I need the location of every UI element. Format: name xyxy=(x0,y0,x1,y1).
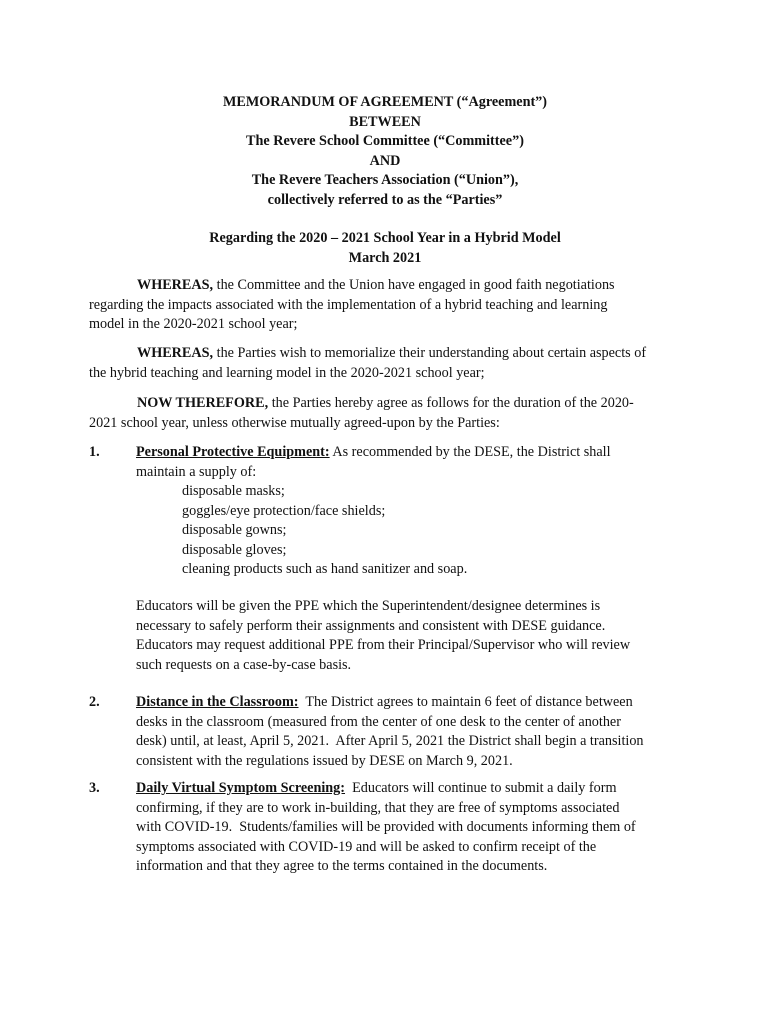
item-2-line2: desks in the classroom (measured from the center of one desk to the center of another xyxy=(136,713,621,730)
list-item: disposable gloves; xyxy=(182,541,287,558)
item-1-p2-line1: Educators will be given the PPE which the Superintendent/designee determines is xyxy=(136,598,601,614)
item-3-title: Daily Virtual Symptom Screening: xyxy=(136,780,346,796)
whereas1-line1: the Committee and the Union have engaged in good faith negotiations xyxy=(213,277,615,293)
whereas-lead: WHEREAS, xyxy=(137,345,214,361)
whereas2-line2: the hybrid teaching and learning model in the 2020-2021 school year; xyxy=(89,364,485,381)
whereas-clause-1 xyxy=(89,276,685,335)
item-1-line2: maintain a supply of: xyxy=(136,463,257,480)
item-3-body xyxy=(136,779,688,877)
title-line-memorandum: MEMORANDUM OF AGREEMENT (“Agreement”) xyxy=(222,94,548,110)
item-3-line4: symptoms associated with COVID-19 and will be asked to confirm receipt of the xyxy=(136,838,597,855)
item-number-1: 1. xyxy=(89,444,100,460)
item-1-p2-line3: Educators may request additional PPE from their Principal/Supervisor who will review xyxy=(136,637,631,653)
item-3-line1: Educators will continue to submit a daily form xyxy=(345,780,617,796)
item-2-line1: The District agrees to maintain 6 feet of distance between xyxy=(298,694,633,710)
list-item: disposable gowns; xyxy=(182,522,287,538)
title-line-and: AND xyxy=(369,152,401,169)
now-therefore-line2: 2021 school year, unless otherwise mutually agreed-upon by the Parties: xyxy=(89,414,500,431)
whereas-lead: WHEREAS, xyxy=(137,277,214,293)
now-therefore-line1: the Parties hereby agree as follows for the duration of the 2020- xyxy=(268,395,634,411)
list-item: cleaning products such as hand sanitizer and soap. xyxy=(182,561,468,577)
title-line-between: BETWEEN xyxy=(349,113,421,130)
whereas1-line2: regarding the impacts associated with the implementation of a hybrid teaching and learning xyxy=(89,296,608,313)
item-number-2: 2. xyxy=(89,694,100,710)
item-1-line1: As recommended by the DESE, the District shall xyxy=(329,444,611,460)
item-2-line4: consistent with the regulations issued by DESE on March 9, 2021. xyxy=(136,752,513,769)
item-1-title: Personal Protective Equipment: xyxy=(136,444,330,460)
subtitle-regarding: Regarding the 2020 – 2021 School Year in a Hybrid Model xyxy=(209,230,561,246)
item-1-p2-line2: necessary to safely perform their assignments and consistent with DESE guidance. xyxy=(136,617,606,634)
memorandum-title-block xyxy=(0,93,770,210)
item-2-line3: desk) until, at least, April 5, 2021. After April 5, 2021 the District shall begin a transition xyxy=(136,733,644,749)
list-item: disposable masks; xyxy=(182,483,285,499)
now-therefore-clause xyxy=(89,394,685,433)
item-3-line3: with COVID-19. Students/families will be provided with documents informing them of xyxy=(136,819,636,835)
subtitle-block xyxy=(0,229,770,268)
item-1-p2-line4: such requests on a case-by-case basis. xyxy=(136,656,352,673)
now-therefore-lead: NOW THEREFORE, xyxy=(137,395,269,411)
item-3-line2: confirming, if they are to work in-building, that they are free of symptoms associated xyxy=(136,799,620,816)
item-1-ppe-paragraph xyxy=(136,597,688,675)
whereas2-line1: the Parties wish to memorialize their understanding about certain aspects of xyxy=(213,345,647,361)
item-number-3: 3. xyxy=(89,780,100,796)
title-line-union: The Revere Teachers Association (“Union”), xyxy=(251,172,519,188)
list-item: goggles/eye protection/face shields; xyxy=(182,502,386,519)
ppe-supply-list xyxy=(182,482,467,580)
whereas1-line3: model in the 2020-2021 school year; xyxy=(89,316,298,332)
item-2-title: Distance in the Classroom: xyxy=(136,694,299,710)
title-line-committee: The Revere School Committee (“Committee”) xyxy=(246,133,524,149)
item-1-body xyxy=(136,443,688,482)
title-line-parties: collectively referred to as the “Parties” xyxy=(267,191,503,208)
item-3-line5: information and that they agree to the terms contained in the documents. xyxy=(136,858,548,874)
subtitle-date: March 2021 xyxy=(348,249,422,266)
item-2-body xyxy=(136,693,688,771)
whereas-clause-2 xyxy=(89,344,685,383)
